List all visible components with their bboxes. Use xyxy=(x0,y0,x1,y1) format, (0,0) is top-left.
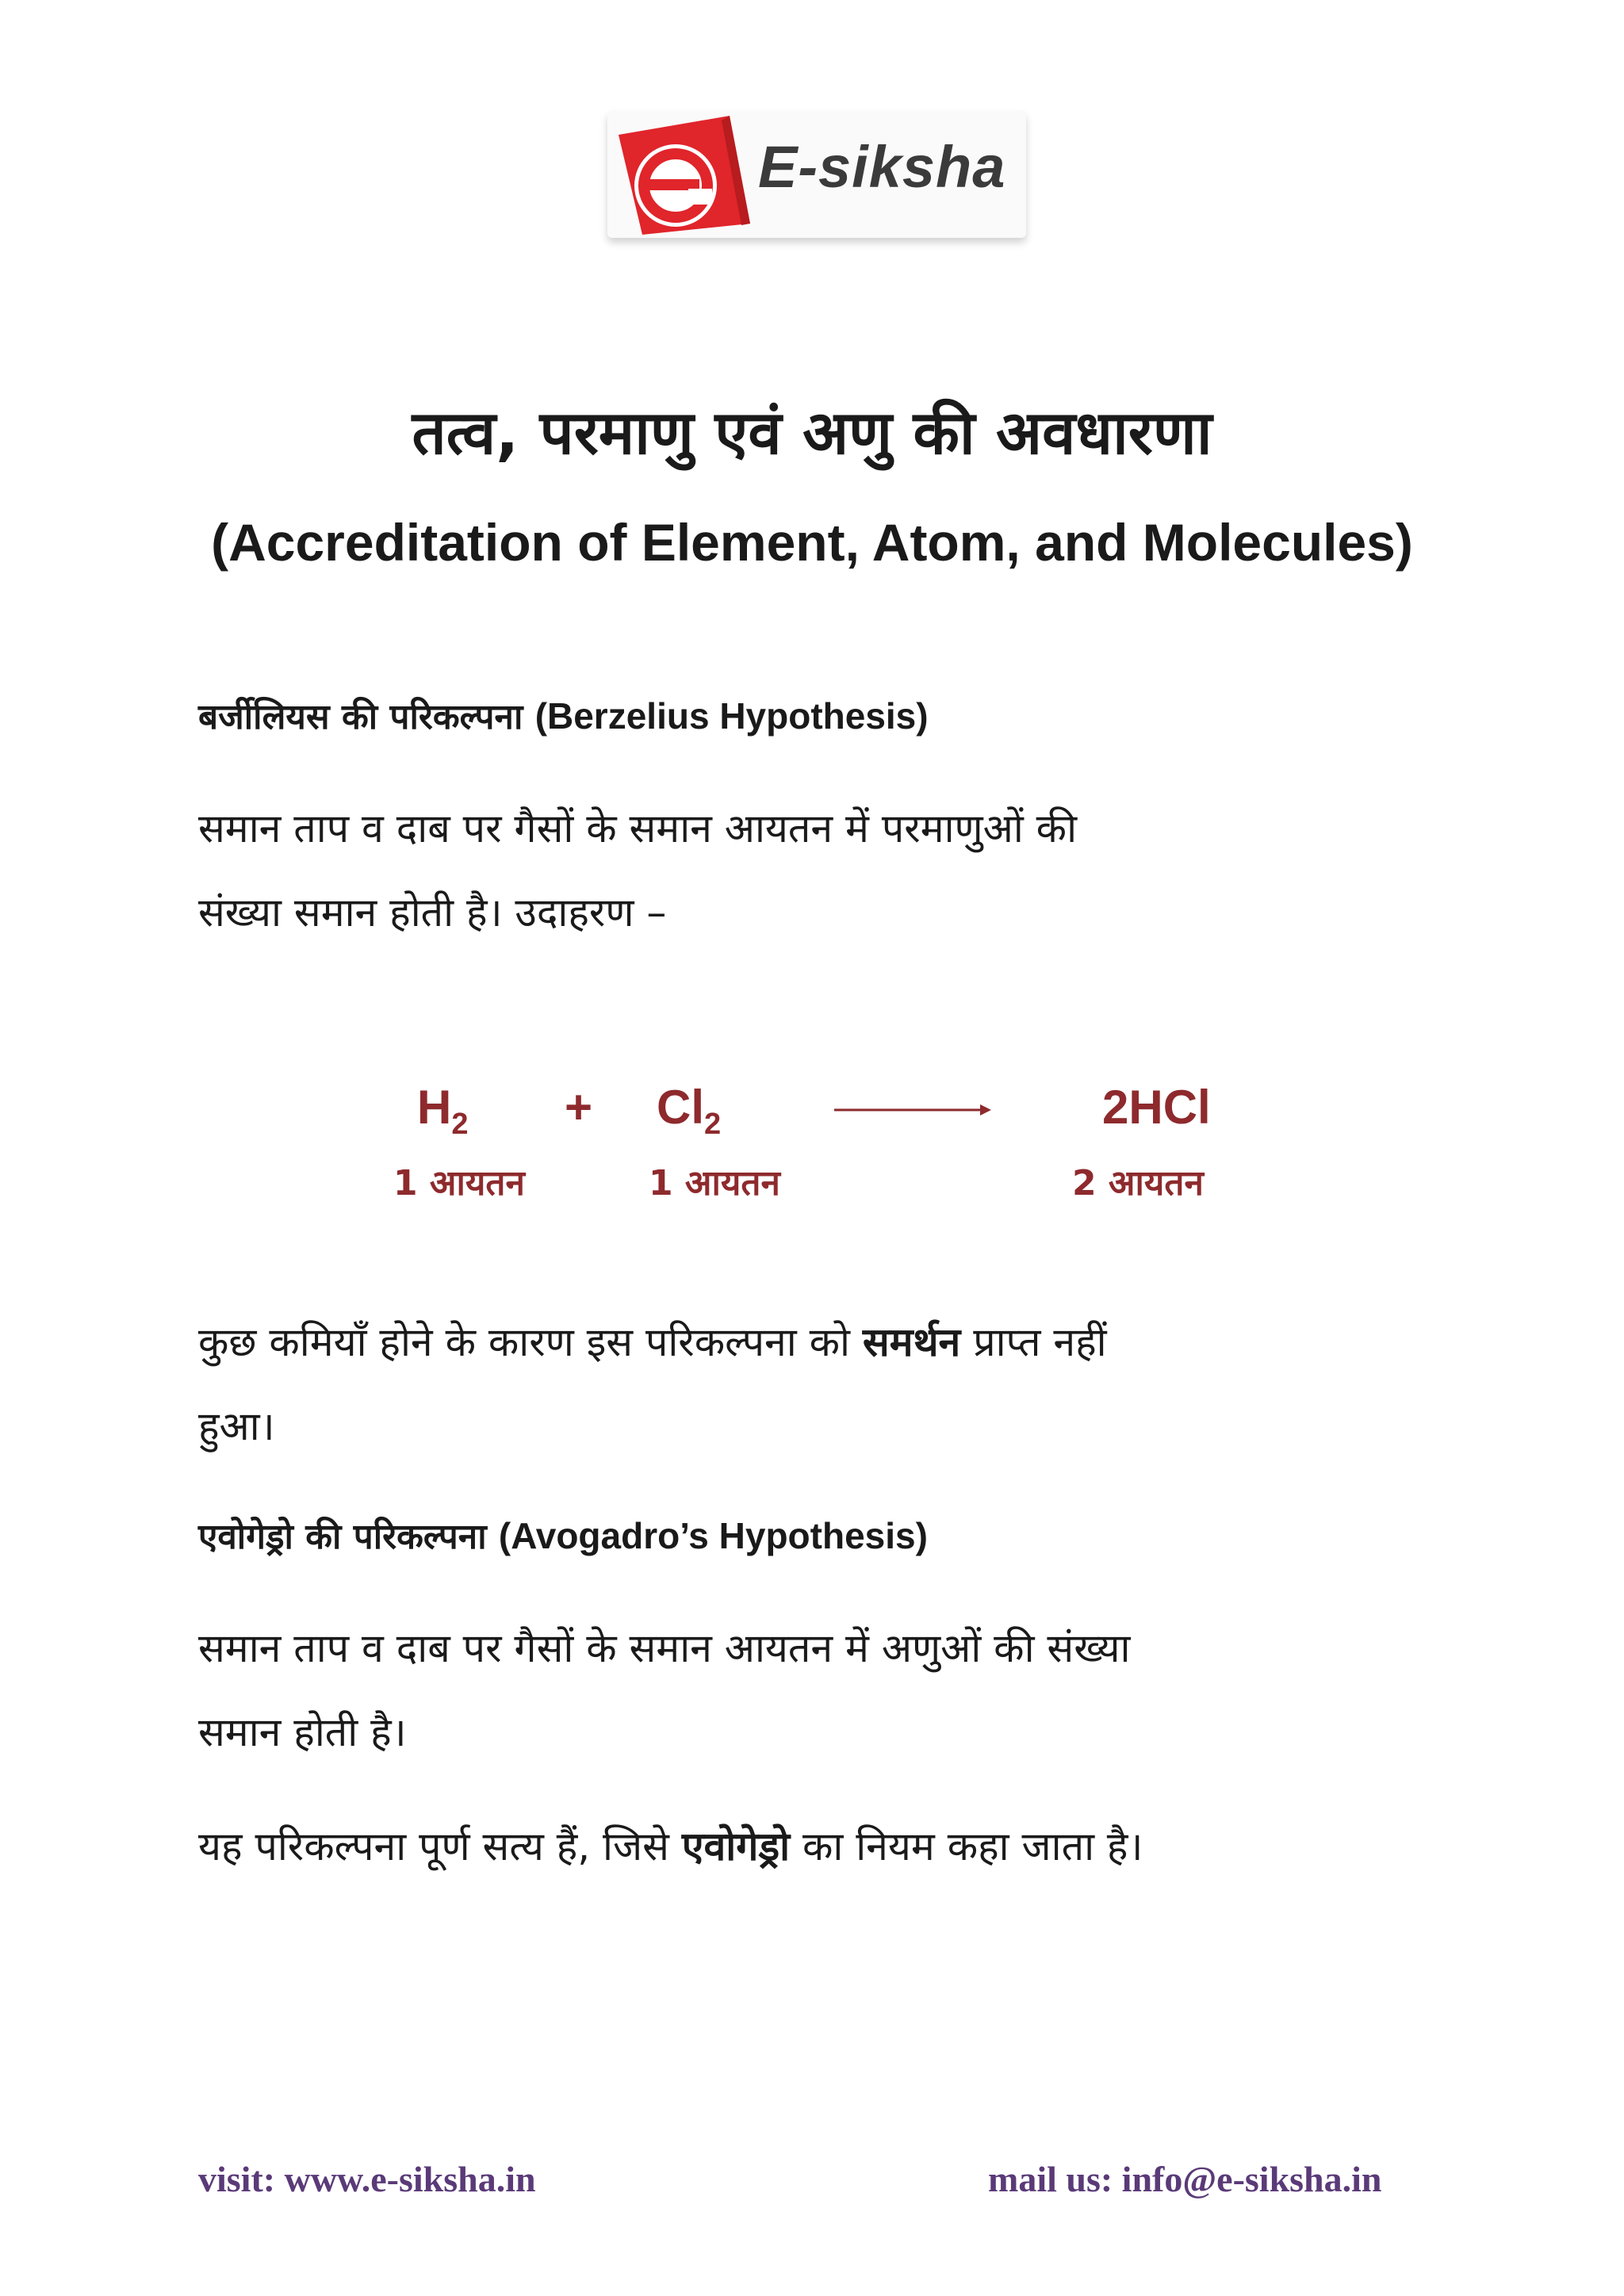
berzelius-paragraph xyxy=(198,786,1435,955)
page-title-hindi: तत्व, परमाणु एवं अणु की अवधारणा xyxy=(412,397,1212,468)
berzelius-line-2: संख्या समान होती है। उदाहरण – xyxy=(198,890,667,936)
avogadro-law-line: यह परिकल्पना पूर्ण सत्य हैं, जिसे एवोगेड्रो का नियम कहा जाता है। xyxy=(198,1823,1143,1869)
avogadro-line-1: समान ताप व दाब पर गैसों के समान आयतन में अणुओं की संख्या xyxy=(198,1625,1131,1671)
equation-cl2: $Cl_2$ xyxy=(657,1081,722,1141)
berzelius-heading xyxy=(198,691,929,739)
avogadro-heading-hindi: एवोगेड्रो की परिकल्पना xyxy=(198,1517,487,1557)
volume-label-1: 1 आयतन xyxy=(393,1163,525,1203)
avogadro-heading xyxy=(198,1511,928,1559)
e-logo-icon xyxy=(611,113,753,236)
equation-h2: $H_2$ xyxy=(417,1081,469,1141)
avogadro-heading-english: (Avogadro’s Hypothesis) xyxy=(498,1515,928,1556)
page-title-english: (Accreditation of Element, Atom, and Molecules) xyxy=(211,513,1413,572)
avogadro-paragraph xyxy=(198,1606,1435,1774)
footer-mail-link[interactable]: mail us: info@e-siksha.in xyxy=(988,2159,1382,2199)
bold-avogadro: एवोगेड्रो xyxy=(681,1823,791,1869)
volume-label-2: 1 आयतन xyxy=(649,1163,780,1203)
bold-samarthan: समर्थन xyxy=(862,1319,961,1365)
berzelius-heading-hindi: बर्जीलियस की परिकल्पना xyxy=(198,697,523,737)
berzelius-line-1: समान ताप व दाब पर गैसों के समान आयतन में परमाणुओं की xyxy=(198,806,1078,851)
avogadro-line-2: समान होती है। xyxy=(198,1709,407,1755)
defect-paragraph xyxy=(198,1300,1435,1468)
reaction-arrow-icon xyxy=(833,1100,991,1119)
footer-visit-link[interactable]: visit: www.e-siksha.in xyxy=(198,2159,536,2199)
defect-line-2: हुआ। xyxy=(198,1403,275,1449)
equation-plus: + xyxy=(565,1081,593,1134)
logo-text: E-siksha xyxy=(758,134,1006,200)
volume-label-3: 2 आयतन xyxy=(1072,1163,1204,1203)
defect-line-1: कुछ कमियाँ होने के कारण इस परिकल्पना को समर्थन प्राप्त नहीं xyxy=(198,1319,1107,1365)
equation-product: 2HCl xyxy=(1102,1081,1211,1134)
e-siksha-logo xyxy=(607,111,1026,238)
berzelius-heading-english: (Berzelius Hypothesis) xyxy=(534,695,929,737)
